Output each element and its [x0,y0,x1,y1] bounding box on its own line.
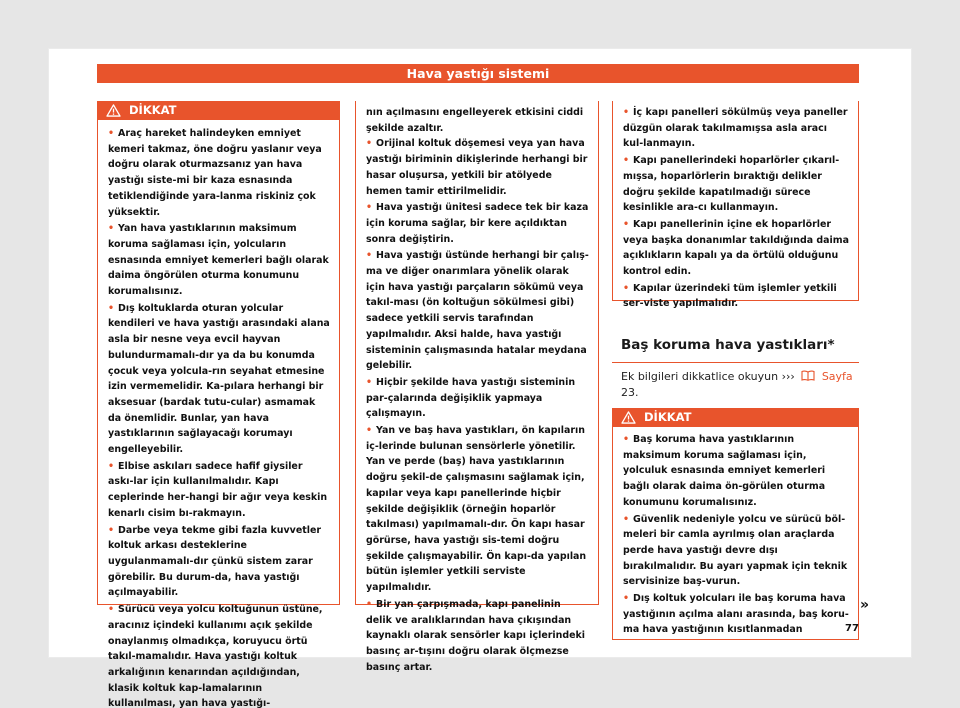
list-item: • Yan hava yastıklarının maksimum koruma sağlaması için, yolcuların esnasında emniyet kemerleri bağlı olarak daima öngörülen oturma konumunu korumalısınız. [108,223,329,298]
warning-body [356,101,598,675]
list-item: • Sürücü veya yolcu koltuğunun üstüne, aracınız içindeki kullanımı açık şekilde onaylanmış olmadıkça, koruyucu örtü takıl-mamalıdır. Hava yastığı koltuk arkalığının kenarından açıldığından, klasik koltuk kap-lamalarının kullanılması, yan hava yastığı- [108,604,323,708]
warning-box-1-end [612,101,859,310]
column-3 [612,101,859,310]
warning-box-1 [97,101,340,708]
list-item: • Dış koltuk yolcuları ile baş koruma hava yastığının açılma alanı arasında, baş koru-ma hava yastığının kısıtlanmadan [623,593,849,636]
warning-label: DİKKAT [129,103,177,117]
continue-mark: » [860,597,870,613]
column-2 [355,101,599,673]
list-item: • İç kapı panelleri sökülmüş veya paneller düzgün olarak takılmamışsa asla aracı kul-lanmayın. [623,107,848,150]
warning-triangle-icon [106,104,121,117]
list-item: • Yan ve baş hava yastıkları, ön kapıların iç-lerinde bulunan sensörlerle yönetilir. Yan ve perde (baş) hava yastıklarının doğru şekil-de çalışmasını sağlamak için, kapılar veya kapı panellerinde hiçbir şekilde değişiklik (örneğin hoparlör takılması) yapılmamalı-dır. Ön kapı hasar görürse, hava yastığı sis-temi doğru şekilde çalışmayabilir. Ön kapı-da yapılan bütün işlemler yetkili serviste yapılmalıdır. [366,425,587,594]
list-item: • Hava yastığı ünitesi sadece tek bir kaza için koruma sağlar, bir kere açıldıktan sonra değiştirin. [366,202,589,245]
page-reference-link[interactable]: Sayfa [821,370,853,383]
warning-box-1-continued [355,101,599,673]
list-item: • Kapı panellerinin içine ek hoparlörler veya başka donanımlar takıldığında daima açıklıkların kapalı ya da örtülü olduğunu kontrol edin. [623,218,849,278]
column-1 [97,101,340,708]
list-item: • Kapı panellerindeki hoparlörler çıkarıl-mışsa, hoparlörlerin bıraktığı delikler doğru şekilde kapatılmadığı sürece kesinlikle ara-cı kullanmayın. [623,155,840,214]
warning-body [98,120,339,708]
list-item: • Dış koltuklarda oturan yolcular kendileri ve hava yastığı arasındaki alana asla bir nesne veya evcil hayvan bulundurmamalı-dır ya da bu konumda çocuk veya yolcula-rın seyahat etmesine izin vermemelidir. Ka-pılara herhangi bir aksesuar (bardak tutu-cular) asmamak da önemlidir. Bunlar, yan hava yastıklarının sağlayacağı korumayı engelleyebilir. [108,302,330,456]
page-reference-number: 23. [621,386,639,399]
book-icon [801,370,815,381]
intro-text [621,369,859,401]
continued-text: nın açılmasını engelleyerek etkisini ciddi şekilde azaltır. [366,107,584,134]
warning-body [613,101,858,312]
list-item: • Hava yastığı üstünde herhangi bir çalış-ma ve diğer onarımlara yönelik olarak için hava yastığı parçaların sökümü veya takıl-ması (ön koltuğun sökülmesi gibi) sadece yetkili servis tarafından yapılmalıdır. Aksi halde, hava yastığı sisteminin çalışmasında hatalar meydana gelebilir. [366,250,589,372]
list-item: • Orijinal koltuk döşemesi veya yan hava yastığı biriminin dikişlerinde herhangi bir hasar oluşursa, yetkili bir atölyede hemen tamir ettirilmelidir. [366,138,588,197]
list-item: • Araç hareket halindeyken emniyet kemeri takmaz, öne doğru yaslanır veya doğru olarak oturmazsanız yan hava yastığı siste-mi bir kaza esnasında tetiklendiğinde yara-lanma riskiniz çok yüksektir. [108,128,322,218]
page-header: Hava yastığı sistemi [97,64,859,83]
page-number: 77 [845,623,859,634]
list-item: • Baş koruma hava yastıklarının maksimum koruma sağlaması için, yolculuk esnasında emniyet kemerleri bağlı olarak daima ön-görülen oturma konumunu korumalısınız. [623,434,826,508]
intro-arrows: ››› [781,370,795,383]
list-item: • Hiçbir şekilde hava yastığı sisteminin par-çalarında değişiklik yapmaya çalışmayın. [366,376,576,420]
warning-box-2 [612,408,859,640]
warning-body [613,427,858,638]
warning-header [98,101,339,120]
list-item: • Güvenlik nedeniyle yolcu ve sürücü böl-meleri bir camla ayrılmış olan araçlarda perde hava yastığı devre dışı bırakılmalıdır. Bu ayarı yapmak için teknik servisinize baş-vurun. [623,513,848,588]
list-item: • Kapılar üzerindeki tüm işlemler yetkili ser-viste yapılmalıdır. [623,282,837,310]
warning-header [613,408,858,427]
warning-triangle-icon [621,411,636,424]
list-item: • Elbise askıları sadece hafif giysiler askı-lar için kullanılmalıdır. Kapı ceplerinde her-hangi bir ağır veya keskin kenarlı cisim bı-rakmayın. [108,460,328,519]
list-item: • Bir yan çarpışmada, kapı panelinin delik ve aralıklarından hava çıkışından kaynaklı olarak sensörler kapı içlerindeki basınç ar-tışını doğru olarak ölçmezse basınç artar. [366,598,586,673]
list-item: • Darbe veya tekme gibi fazla kuvvetler koltuk arkası desteklerine uygulanmamalı-dır çünkü sistem zarar görebilir. Bu durum-da, hava yastığı açılmayabilir. [108,524,322,599]
intro-label: Ek bilgileri dikkatlice okuyun [621,370,779,383]
warning-label: DİKKAT [644,410,692,424]
section-title: Baş koruma hava yastıkları* [612,335,859,363]
